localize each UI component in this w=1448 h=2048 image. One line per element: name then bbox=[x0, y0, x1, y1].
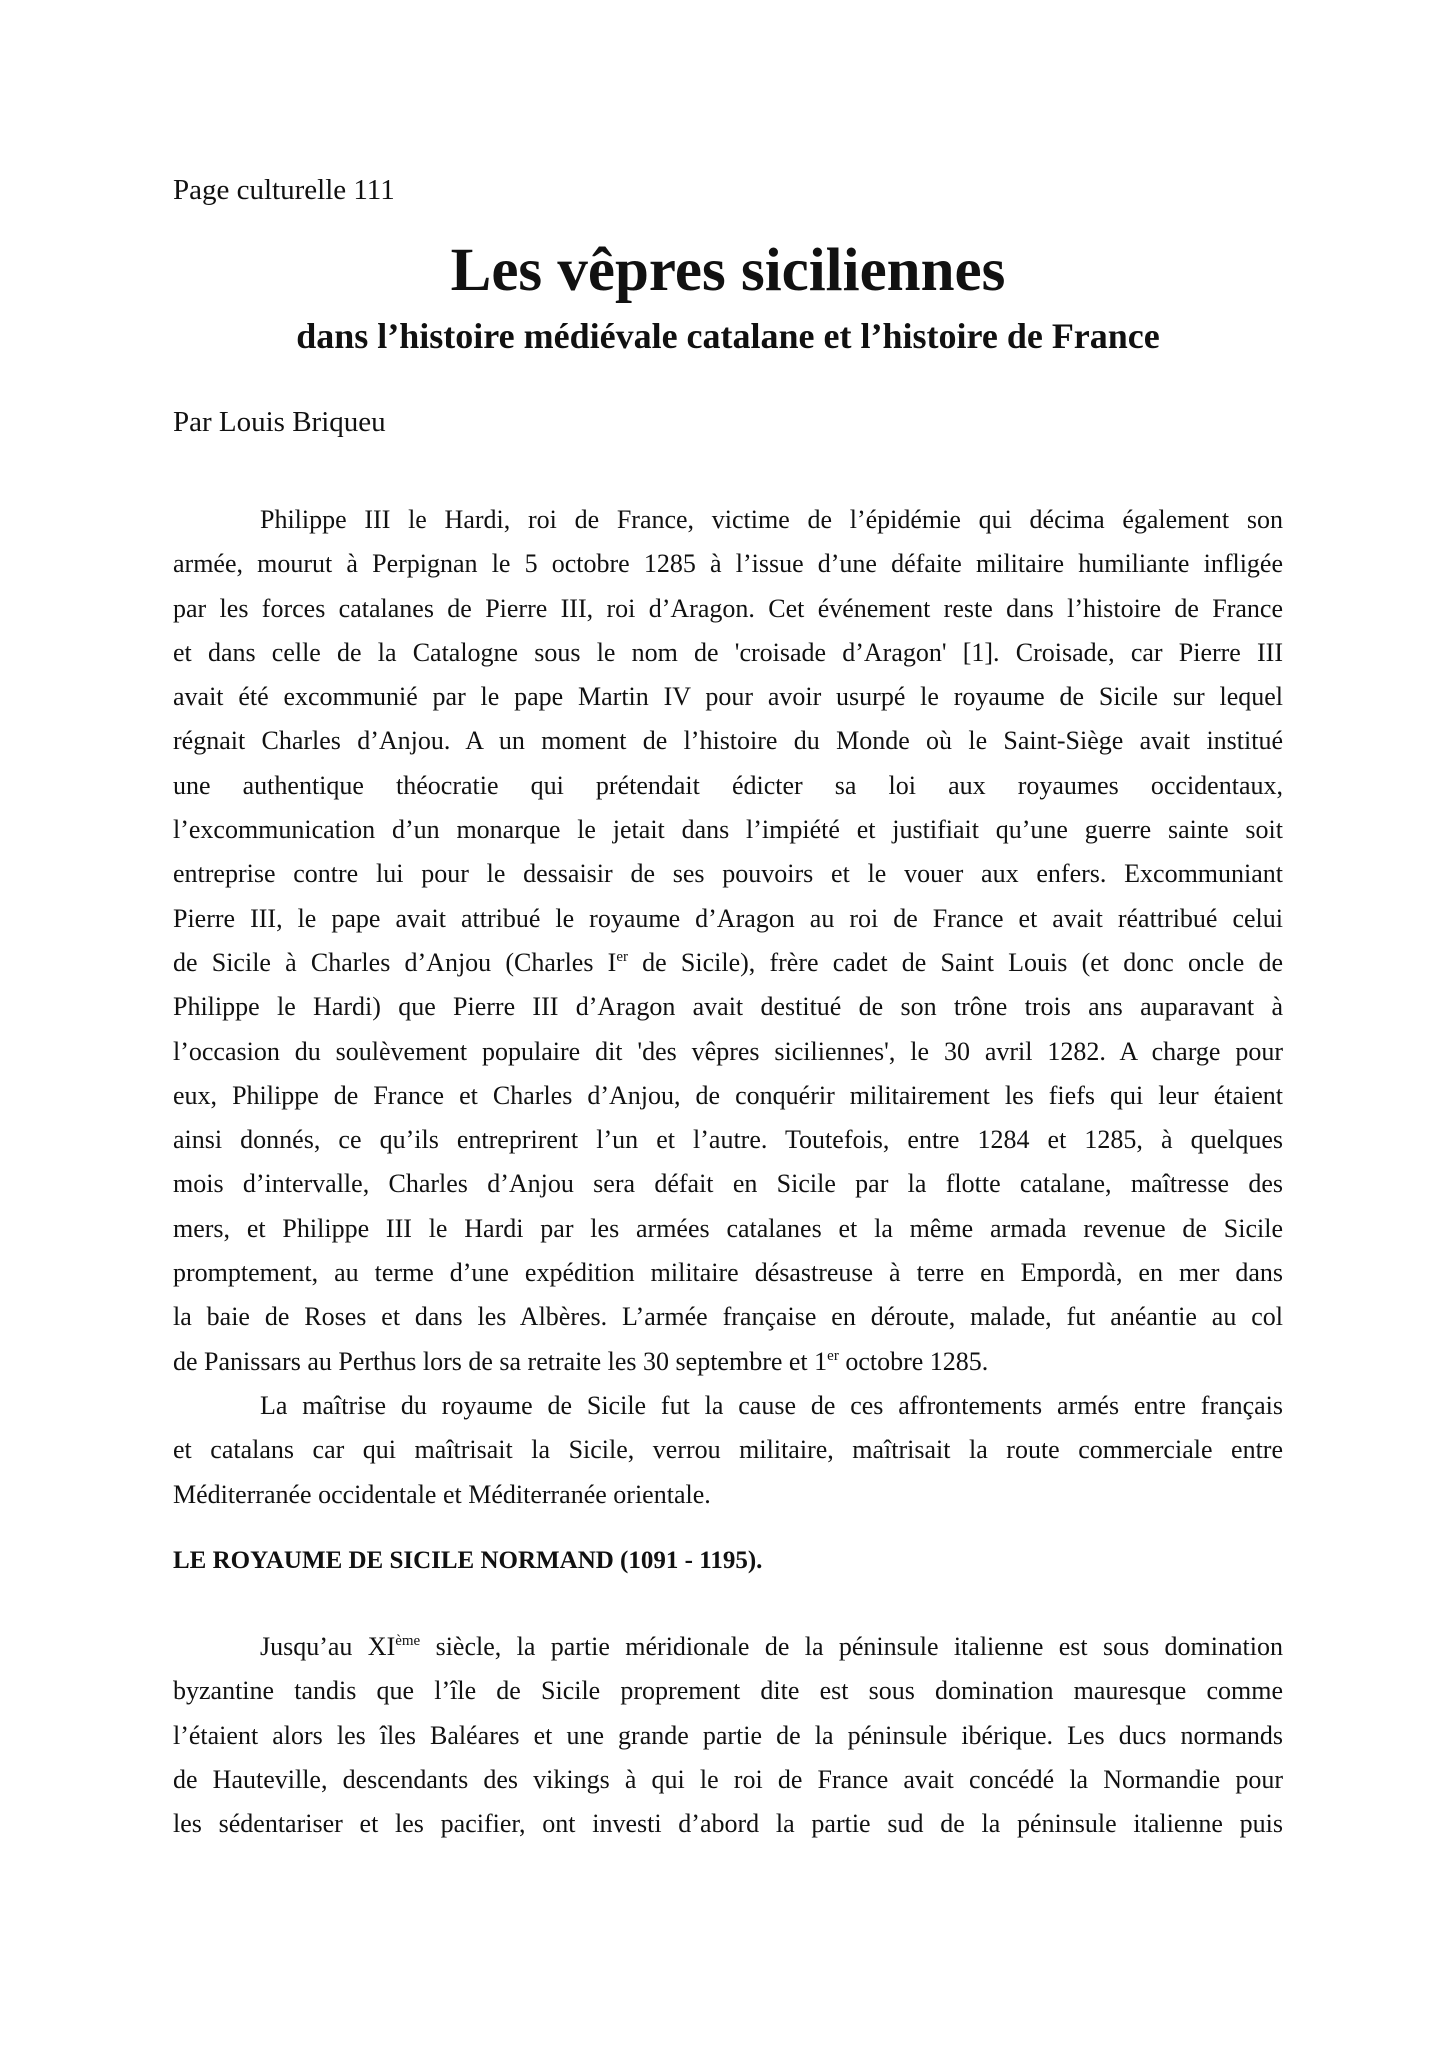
superscript: er bbox=[616, 948, 628, 965]
paragraph-line: Méditerranée occidentale et Méditerranée orientale. bbox=[173, 1479, 711, 1509]
paragraph-3 bbox=[173, 1625, 1283, 1846]
paragraph-line bbox=[173, 1625, 1283, 1669]
superscript: ème bbox=[395, 1633, 421, 1649]
document-subtitle: dans l’histoire médiévale catalane et l’histoire de France bbox=[296, 316, 1160, 356]
paragraph-line: régnait Charles d’Anjou. A un moment de l’histoire du Monde où le Saint-Siège avait institué bbox=[173, 726, 1283, 756]
paragraph-line: par les forces catalanes de Pierre III, roi d’Aragon. Cet événement reste dans l’histoire de France bbox=[173, 593, 1283, 623]
paragraph-line: byzantine tandis que l’île de Sicile proprement dite est sous domination mauresque comme bbox=[173, 1676, 1283, 1706]
paragraph-line: La maîtrise du royaume de Sicile fut la cause de ces affrontements armés entre français bbox=[260, 1391, 1283, 1420]
superscript: er bbox=[827, 1347, 839, 1364]
paragraph-line: ainsi donnés, ce qu’ils entreprirent l’un et l’autre. Toutefois, entre 1284 et 1285, à quelques bbox=[173, 1125, 1283, 1155]
paragraph-line: une authentique théocratie qui prétendait édicter sa loi aux royaumes occidentaux, bbox=[173, 770, 1283, 800]
paragraph-line: l’étaient alors les îles Baléares et une grande partie de la péninsule ibérique. Les ducs normands bbox=[173, 1720, 1283, 1750]
paragraph-line: eux, Philippe de France et Charles d’Anjou, de conquérir militairement les fiefs qui leur étaient bbox=[173, 1080, 1283, 1110]
paragraph-line: avait été excommunié par le pape Martin IV pour avoir usurpé le royaume de Sicile sur lequel bbox=[173, 682, 1283, 712]
paragraph-line: mers, et Philippe III le Hardi par les armées catalanes et la même armada revenue de Sicile bbox=[173, 1213, 1283, 1243]
paragraph-line bbox=[173, 941, 1283, 985]
paragraph-line: et dans celle de la Catalogne sous le nom de 'croisade d’Aragon' [1]. Croisade, car Pierre III bbox=[173, 637, 1283, 667]
paragraph-line: l’excommunication d’un monarque le jetait dans l’impiété et justifiait qu’une guerre sainte soit bbox=[173, 815, 1283, 845]
line-text: de Sicile), frère cadet de Saint Louis (et donc oncle de bbox=[627, 947, 1283, 977]
document-title: Les vêpres siciliennes bbox=[450, 237, 1006, 304]
paragraph-line: la baie de Roses et dans les Albères. L’armée française en déroute, malade, fut anéantie au col bbox=[173, 1302, 1283, 1332]
paragraph-line: Philippe le Hardi) que Pierre III d’Aragon avait destitué de son trône trois ans auparavant à bbox=[173, 992, 1283, 1022]
author-byline: Par Louis Briqueu bbox=[173, 406, 386, 438]
line-text: octobre 1285. bbox=[838, 1346, 989, 1376]
line-text: siècle, la partie méridionale de la péninsule italienne est sous domination bbox=[420, 1632, 1283, 1661]
paragraph-line: mois d’intervalle, Charles d’Anjou sera défait en Sicile par la flotte catalane, maîtresse des bbox=[173, 1169, 1283, 1199]
line-text: de Sicile à Charles d’Anjou (Charles I bbox=[173, 947, 617, 977]
paragraph-line: armée, mourut à Perpignan le 5 octobre 1285 à l’issue d’une défaite militaire humiliante infligée bbox=[173, 549, 1283, 579]
paragraph-line: de Hauteville, descendants des vikings à qui le roi de France avait concédé la Normandie pour bbox=[173, 1764, 1283, 1794]
page-header: Page culturelle 111 bbox=[173, 174, 395, 206]
paragraph-line: Pierre III, le pape avait attribué le royaume d’Aragon au roi de France et avait réattribué celui bbox=[173, 903, 1283, 933]
section-heading: LE ROYAUME DE SICILE NORMAND (1091 - 1195). bbox=[173, 1547, 763, 1574]
paragraph-line: l’occasion du soulèvement populaire dit 'des vêpres siciliennes', le 30 avril 1282. A charge pour bbox=[173, 1036, 1283, 1066]
paragraph-line: entreprise contre lui pour le dessaisir de ses pouvoirs et le vouer aux enfers. Excommuniant bbox=[173, 859, 1283, 889]
line-text: de Panissars au Perthus lors de sa retraite les 30 septembre et 1 bbox=[173, 1346, 828, 1376]
line-text: Jusqu’au XI bbox=[260, 1632, 396, 1661]
paragraph-line: les sédentariser et les pacifier, ont investi d’abord la partie sud de la péninsule italienne puis bbox=[173, 1809, 1283, 1839]
paragraph-line: et catalans car qui maîtrisait la Sicile, verrou militaire, maîtrisait la route commerciale entre bbox=[173, 1435, 1283, 1465]
paragraph-2 bbox=[173, 1384, 1283, 1517]
paragraph-line: Philippe III le Hardi, roi de France, victime de l’épidémie qui décima également son bbox=[260, 505, 1283, 534]
paragraph-line bbox=[173, 1340, 1283, 1384]
paragraph-line: promptement, au terme d’une expédition militaire désastreuse à terre en Empordà, en mer dans bbox=[173, 1258, 1283, 1288]
paragraph-1 bbox=[173, 498, 1283, 1384]
